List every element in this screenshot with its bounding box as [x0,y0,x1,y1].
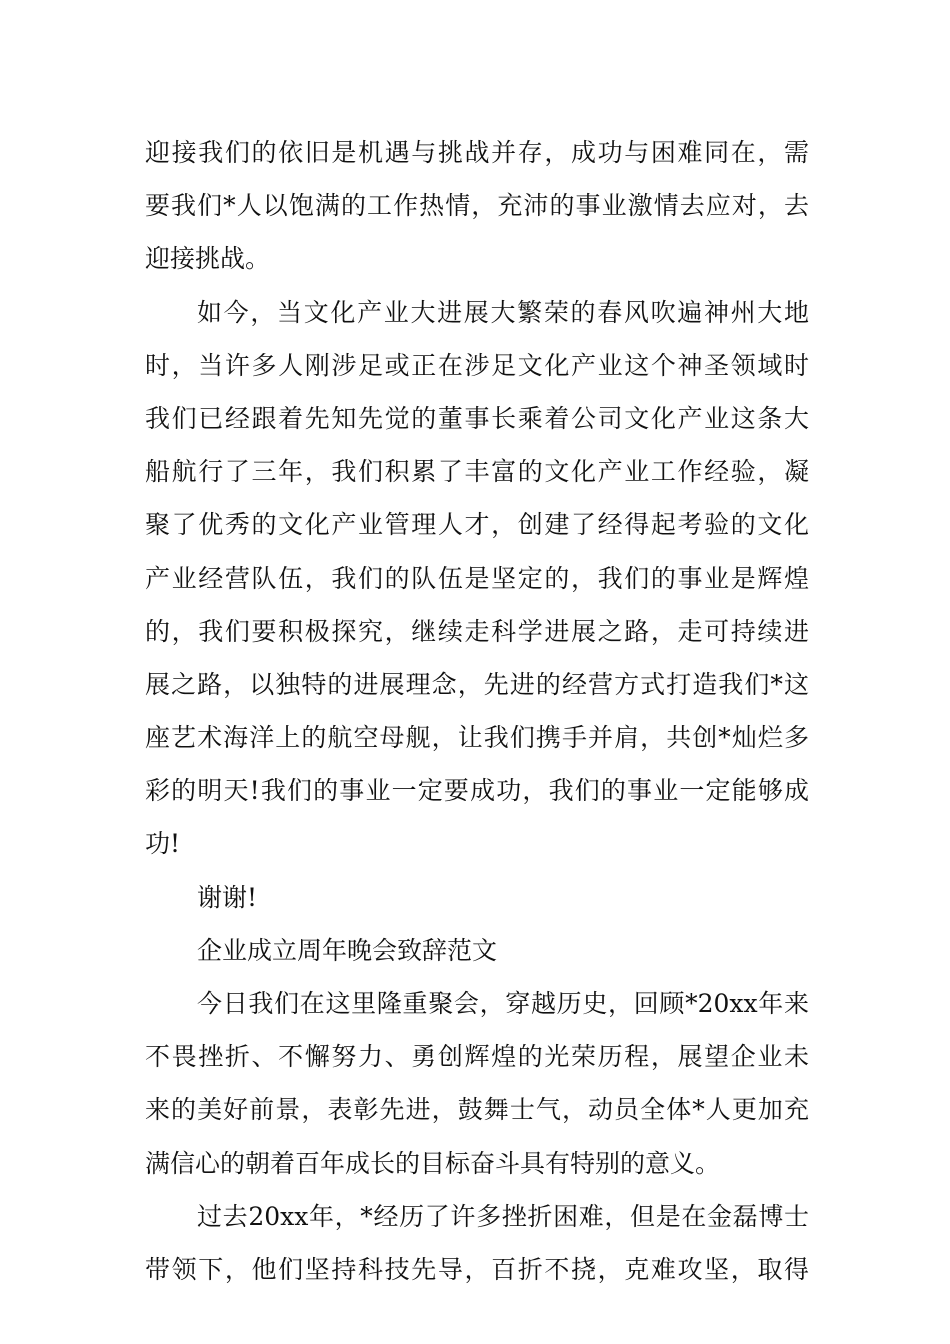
text-line: 功! [145,829,181,859]
text-line: 过去20xx年，*经历了许多挫折困难，但是在金磊博士 [197,1201,809,1231]
text-line: 不畏挫折、不懈努力、勇创辉煌的光荣历程，展望企业未 [145,1042,809,1072]
text-line: 的，我们要积极探究，继续走科学进展之路，走可持续进 [145,616,809,646]
text-line: 迎接挑战。 [145,244,271,274]
text-line: 带领下，他们坚持科技先导，百折不挠，克难攻坚，取得 [145,1254,809,1284]
text-line: 满信心的朝着百年成长的目标奋斗具有特别的意义。 [145,1148,721,1178]
text-line: 如今，当文化产业大进展大繁荣的春风吹遍神州大地 [197,297,809,327]
text-line: 今日我们在这里隆重聚会，穿越历史，回顾*20xx年来 [197,989,809,1018]
text-line: 要我们*人以饱满的工作热情，充沛的事业激情去应对，去 [145,191,809,221]
text-line: 产业经营队伍，我们的队伍是坚定的，我们的事业是辉煌 [145,563,809,593]
document-body [145,126,809,1296]
text-line: 我们已经跟着先知先觉的董事长乘着公司文化产业这条大 [145,403,809,433]
text-line: 座艺术海洋上的航空母舰，让我们携手并肩，共创*灿烂多 [145,723,809,753]
text-line: 企业成立周年晚会致辞范文 [197,935,498,965]
text-line: 船航行了三年，我们积累了丰富的文化产业工作经验，凝 [145,457,809,487]
text-line: 来的美好前景，表彰先进，鼓舞士气，动员全体*人更加充 [145,1095,809,1125]
text-line: 时，当许多人刚涉足或正在涉足文化产业这个神圣领域时 [145,350,809,380]
text-line: 谢谢! [197,882,258,912]
text-line: 彩的明天!我们的事业一定要成功，我们的事业一定能够成 [145,776,809,806]
text-line: 展之路，以独特的进展理念，先进的经营方式打造我们*这 [145,669,809,699]
text-line: 迎接我们的依旧是机遇与挑战并存，成功与困难同在，需 [145,138,809,167]
text-line: 聚了优秀的文化产业管理人才，创建了经得起考验的文化 [145,510,809,540]
